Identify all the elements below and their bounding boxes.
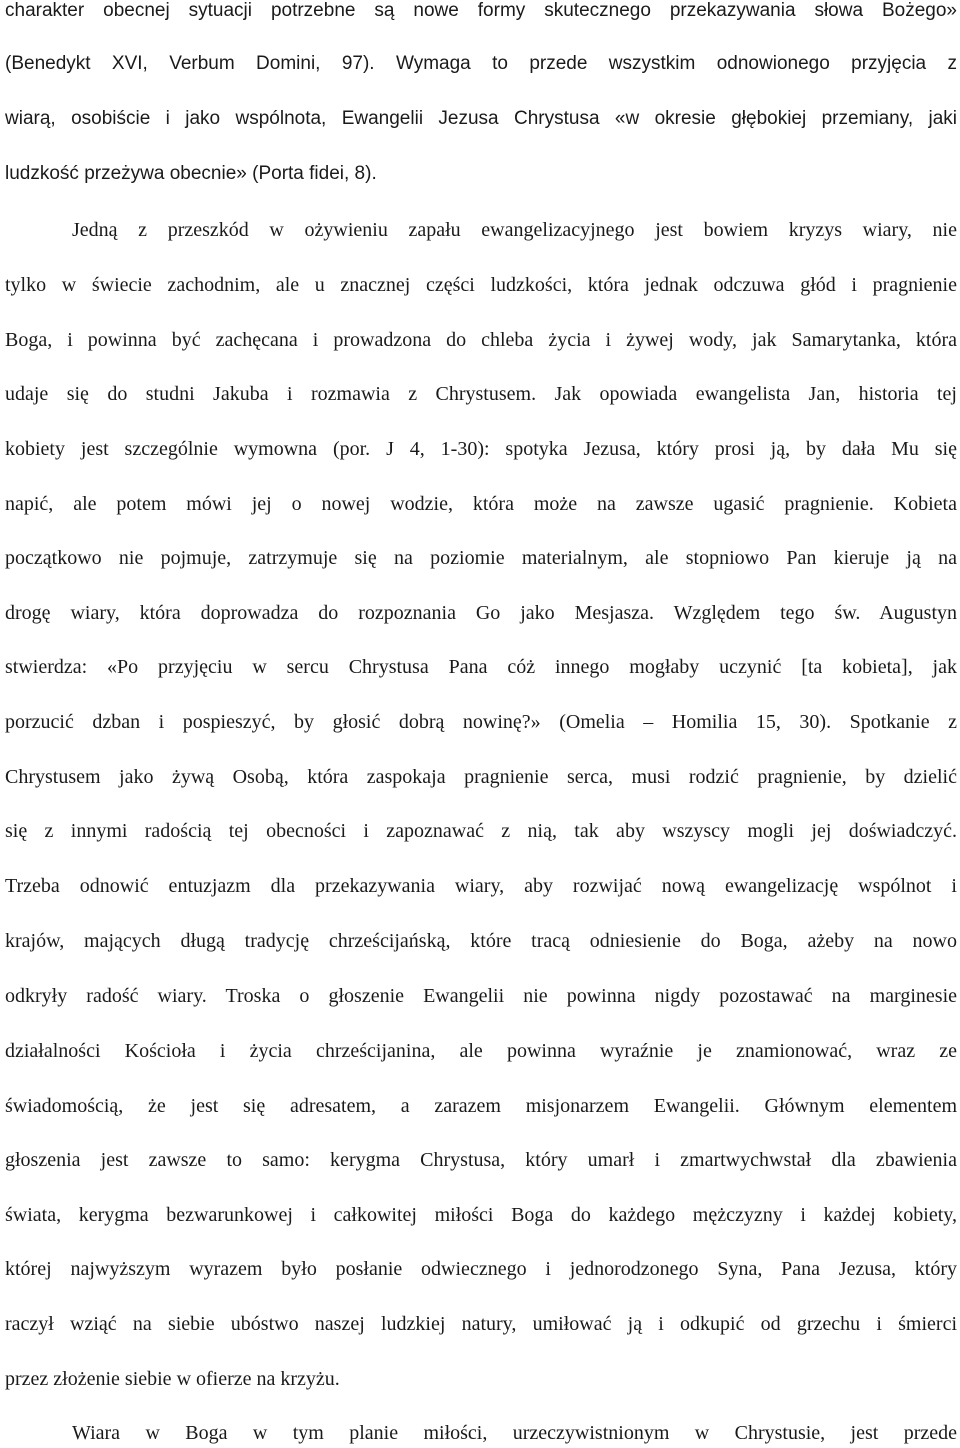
text-line: Wiara w Boga w tym planie miłości, urzeczywistnionym w Chrystusie, jest przede — [72, 1422, 957, 1444]
text-line: Boga, i powinna być zachęcana i prowadzona do chleba życia i żywej wody, jak Samarytanka, która — [5, 329, 957, 351]
text-line: drogę wiary, która doprowadza do rozpoznania Go jako Mesjasza. Względem tego św. Augustyn — [5, 602, 957, 624]
text-line: wiarą, osobiście i jako wspólnota, Ewangelii Jezusa Chrystusa «w okresie głębokiej przemiany, jaki — [5, 108, 957, 129]
text-line: porzucić dzban i pospieszyć, by głosić dobrą nowinę?» (Omelia – Homilia 15, 30). Spotkanie z — [5, 711, 957, 733]
text-line: której najwyższym wyrazem było posłanie odwiecznego i jednorodzonego Syna, Pana Jezusa, który — [5, 1258, 957, 1280]
text-line: Chrystusem jako żywą Osobą, która zaspokaja pragnienie serca, musi rodzić pragnienie, by dzielić — [5, 766, 957, 788]
text-line: stwierdza: «Po przyjęciu w sercu Chrystusa Pana cóż innego mogłaby uczynić [ta kobieta], jak — [5, 656, 957, 678]
text-line: charakter obecnej sytuacji potrzebne są nowe formy skutecznego przekazywania słowa Bożego» — [5, 0, 957, 21]
text-line: działalności Kościoła i życia chrześcijanina, ale powinna wyraźnie je znamionować, wraz ze — [5, 1040, 957, 1062]
text-line: Jedną z przeszkód w ożywieniu zapału ewangelizacyjnego jest bowiem kryzys wiary, nie — [72, 219, 957, 241]
text-line: krajów, mających długą tradycję chrześcijańską, które tracą odniesienie do Boga, ażeby na nowo — [5, 930, 957, 952]
text-line: głoszenia jest zawsze to samo: kerygma Chrystusa, który umarł i zmartwychwstał dla zbawienia — [5, 1149, 957, 1171]
text-line: odkryły radość wiary. Troska o głoszenie Ewangelii nie powinna nigdy pozostawać na marginesie — [5, 985, 957, 1007]
text-line: świadomością, że jest się adresatem, a zarazem misjonarzem Ewangelii. Głównym elementem — [5, 1095, 957, 1117]
text-line: przez złożenie siebie w ofierze na krzyżu. — [5, 1368, 340, 1390]
text-line: ludzkość przeżywa obecnie» (Porta fidei, 8). — [5, 163, 377, 184]
text-line: kobiety jest szczególnie wymowna (por. J 4, 1-30): spotyka Jezusa, który prosi ją, by dała Mu się — [5, 438, 957, 460]
text-line: napić, ale potem mówi jej o nowej wodzie, która może na zawsze ugasić pragnienie. Kobieta — [5, 493, 957, 515]
text-line: tylko w świecie zachodnim, ale u znacznej części ludzkości, która jednak odczuwa głód i pragnienie — [5, 274, 957, 296]
text-line: początkowo nie pojmuje, zatrzymuje się na poziomie materialnym, ale stopniowo Pan kieruje ją na — [5, 547, 957, 569]
text-line: się z innymi radością tej obecności i zapoznawać z nią, tak aby wszyscy mogli jej doświadczyć. — [5, 820, 957, 842]
text-line: udaje się do studni Jakuba i rozmawia z Chrystusem. Jak opowiada ewangelista Jan, historia tej — [5, 383, 957, 405]
text-line: raczył wziąć na siebie ubóstwo naszej ludzkiej natury, umiłować ją i odkupić od grzechu i śmierci — [5, 1313, 957, 1335]
text-line: Trzeba odnowić entuzjazm dla przekazywania wiary, aby rozwijać nową ewangelizację wspólnot i — [5, 875, 957, 897]
text-line: świata, kerygma bezwarunkowej i całkowitej miłości Boga do każdego mężczyzny i każdej kobiety, — [5, 1204, 957, 1226]
text-line: (Benedykt XVI, Verbum Domini, 97). Wymaga to przede wszystkim odnowionego przyjęcia z — [5, 53, 957, 74]
